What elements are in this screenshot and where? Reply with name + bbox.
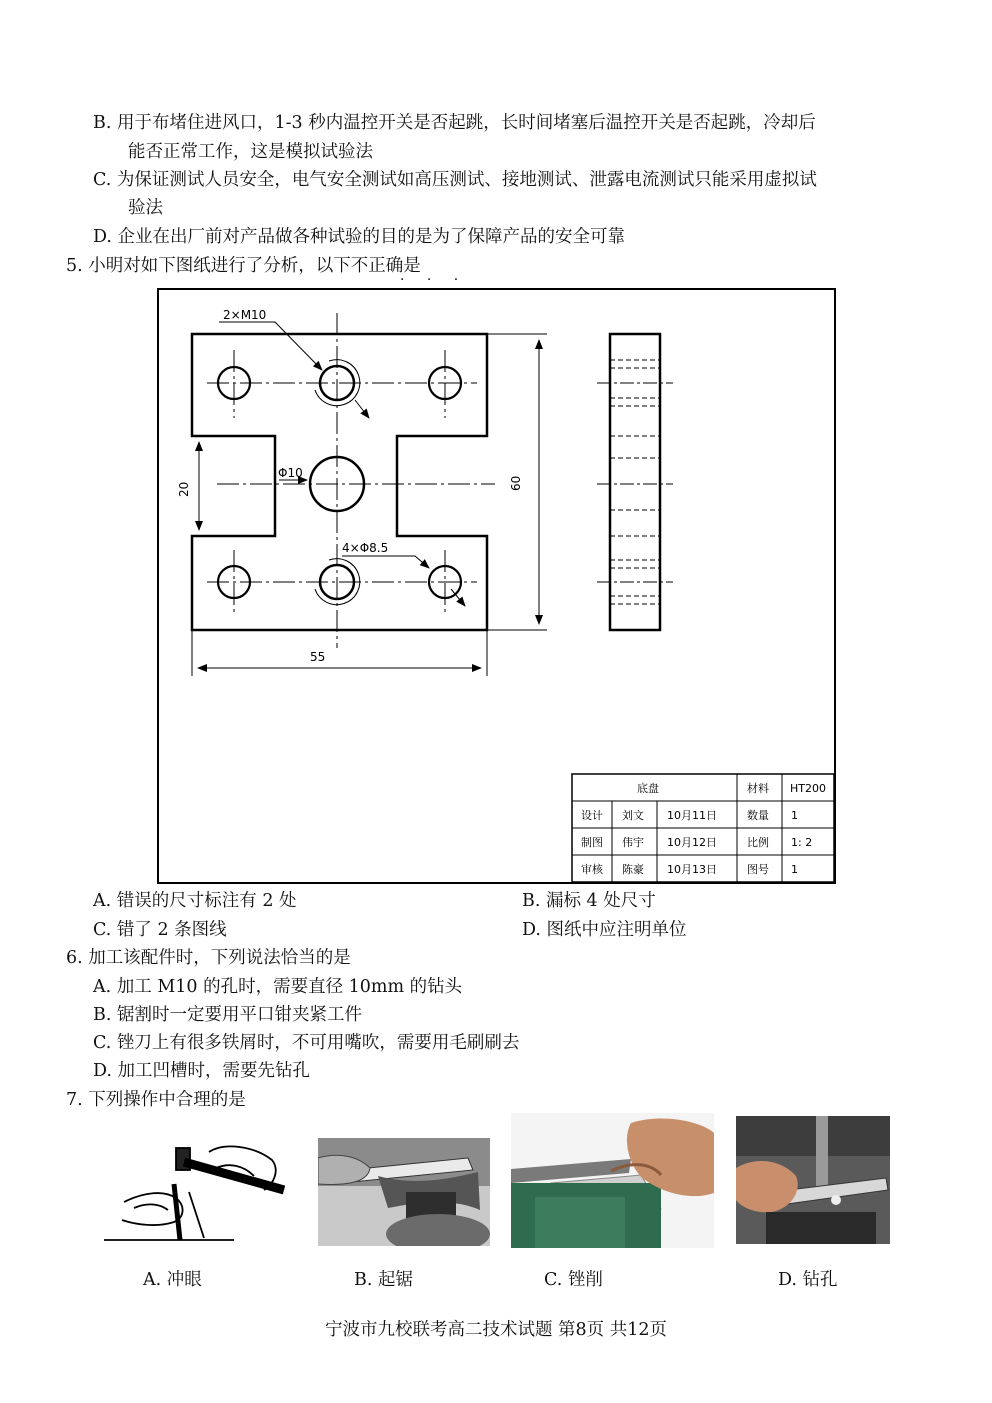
q5-option-a: A. 错误的尺寸标注有 2 处 [93, 891, 297, 911]
q6-option-c: C. 锉刀上有很多铁屑时，不可用嘴吹，需要用毛刷刷去 [93, 1033, 520, 1053]
q4-option-b-line1: B. 用于布堵住进风口，1-3 秒内温控开关是否起跳，长时间堵塞后温控开关是否起跳，冷却后 [93, 113, 816, 133]
part-outline [192, 334, 487, 630]
label-phi10: Φ10 [278, 466, 303, 480]
q7-caption-a: A. 冲眼 [143, 1270, 202, 1290]
q6-stem: 6. 加工该配件时，下列说法恰当的是 [66, 948, 351, 968]
svg-text:审核: 审核 [581, 863, 603, 876]
svg-text:10月13日: 10月13日 [667, 863, 717, 876]
q5-option-d: D. 图纸中应注明单位 [522, 920, 687, 940]
page-footer: 宁波市九校联考高二技术试题 第8页 共12页 [324, 1320, 668, 1340]
q5-option-b: B. 漏标 4 处尺寸 [522, 891, 656, 911]
dim-55: 55 [310, 650, 326, 664]
svg-text:设计: 设计 [581, 809, 603, 822]
label-4phi85: 4×Φ8.5 [342, 541, 389, 555]
material-value: HT200 [790, 782, 826, 795]
svg-text:陈豪: 陈豪 [622, 863, 644, 876]
svg-text:1: 1 [791, 863, 798, 876]
dim-60: 60 [509, 475, 523, 491]
q5-option-c: C. 错了 2 条图线 [93, 920, 227, 940]
q4-option-c-line2: 验法 [128, 198, 163, 218]
svg-text:1: 1 [791, 809, 798, 822]
dim-20: 20 [177, 481, 191, 497]
svg-text:制图: 制图 [581, 836, 603, 849]
title-block [572, 774, 834, 882]
q5-stem: 5. 小明对如下图纸进行了分析，以下不正确是 [66, 256, 421, 276]
svg-text:比例: 比例 [747, 836, 769, 849]
side-view-hidden-lines [610, 360, 660, 604]
punching-illustration [104, 1132, 294, 1244]
q7-caption-d: D. 钻孔 [778, 1270, 838, 1290]
q7-stem: 7. 下列操作中合理的是 [66, 1090, 246, 1110]
svg-text:数量: 数量 [747, 809, 769, 822]
side-view [610, 334, 660, 630]
q6-option-a: A. 加工 M10 的孔时，需要直径 10mm 的钻头 [93, 977, 463, 997]
svg-text:图号: 图号 [747, 863, 769, 876]
q4-option-c-line1: C. 为保证测试人员安全，电气安全测试如高压测试、接地测试、泄露电流测试只能采用虚拟试 [93, 170, 817, 190]
material-label: 材料 [747, 782, 769, 795]
holes [218, 360, 461, 605]
center-lines [207, 313, 495, 648]
q4-option-b-line2: 能否正常工作，这是模拟试验法 [128, 142, 373, 162]
sawing-photo [318, 1138, 490, 1246]
q7-caption-c: C. 锉削 [544, 1270, 603, 1290]
svg-text:10月11日: 10月11日 [667, 809, 717, 822]
leader-4phi85 [342, 556, 429, 568]
q6-option-b: B. 锯割时一定要用平口钳夹紧工件 [93, 1005, 362, 1025]
label-2m10: 2×M10 [223, 308, 267, 322]
emphasis-dots: · · · [400, 272, 468, 288]
svg-text:10月12日: 10月12日 [667, 836, 717, 849]
part-name: 底盘 [637, 782, 659, 795]
q7-caption-b: B. 起锯 [354, 1270, 413, 1290]
drilling-photo [736, 1116, 890, 1244]
filing-photo [511, 1113, 714, 1248]
svg-text:1: 2: 1: 2 [791, 836, 813, 849]
svg-text:伟宇: 伟宇 [622, 836, 644, 849]
q6-option-d: D. 加工凹槽时，需要先钻孔 [93, 1061, 311, 1081]
engineering-drawing [157, 288, 836, 884]
svg-text:刘文: 刘文 [622, 809, 644, 822]
q4-option-d: D. 企业在出厂前对产品做各种试验的目的是为了保障产品的安全可靠 [93, 227, 626, 247]
